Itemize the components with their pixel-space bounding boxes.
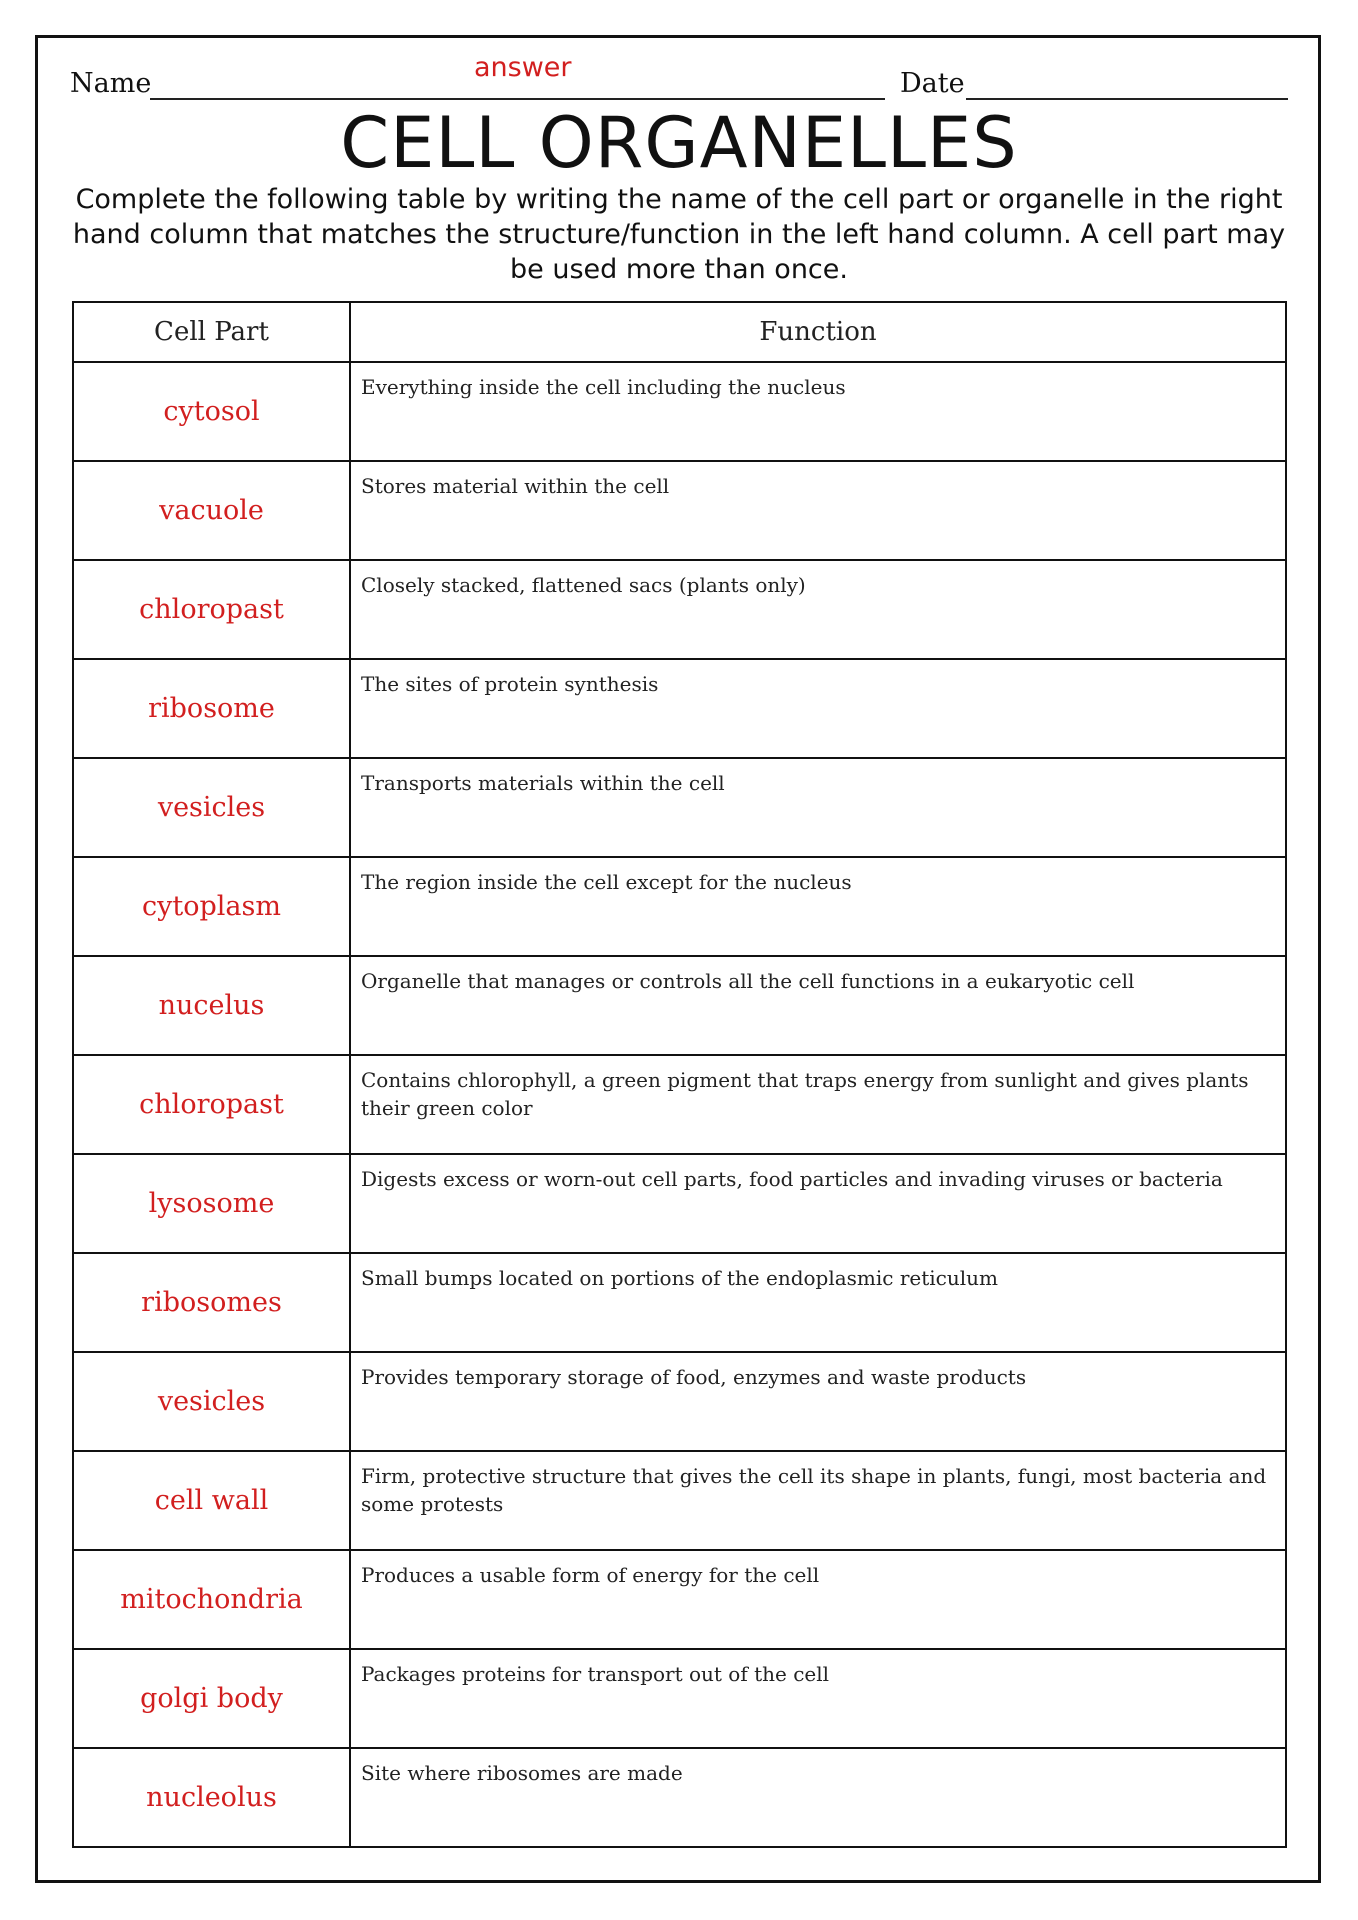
table-row [73,758,1286,857]
name-label: Name [70,68,152,99]
cell-part-answer[interactable]: nucleolus [73,1748,350,1847]
page-title: CELL ORGANELLES [340,102,1018,184]
table-row [73,1748,1286,1847]
table-row [73,1550,1286,1649]
function-text: Provides temporary storage of food, enzymes and waste products [350,1352,1286,1451]
cell-part-answer[interactable]: vesicles [73,1352,350,1451]
cell-part-answer[interactable]: lysosome [73,1154,350,1253]
name-field[interactable] [150,98,885,100]
table-row [73,1154,1286,1253]
function-text: Small bumps located on portions of the endoplasmic reticulum [350,1253,1286,1352]
name-date-row [70,52,1290,102]
table-row [73,659,1286,758]
function-text: Closely stacked, flattened sacs (plants only) [350,560,1286,659]
table-row [73,362,1286,461]
cell-part-answer[interactable]: mitochondria [73,1550,350,1649]
table-row [73,1451,1286,1550]
function-text: The sites of protein synthesis [350,659,1286,758]
table-row [73,1253,1286,1352]
function-text: Site where ribosomes are made [350,1748,1286,1847]
table-row [73,1055,1286,1154]
cell-part-answer[interactable]: chloropast [73,1055,350,1154]
date-field[interactable] [966,98,1288,100]
cell-part-answer[interactable]: ribosome [73,659,350,758]
function-text: Firm, protective structure that gives the cell its shape in plants, fungi, most bacteria and some protests [350,1451,1286,1550]
function-text: Produces a usable form of energy for the cell [350,1550,1286,1649]
function-text: The region inside the cell except for the nucleus [350,857,1286,956]
header-cell-part: Cell Part [73,302,350,362]
function-text: Stores material within the cell [350,461,1286,560]
instructions: Complete the following table by writing the name of the cell part or organelle in the right hand column that matches the structure/function in the left hand column. A cell part may be used more than once. [72,184,1286,285]
table-row [73,461,1286,560]
function-text: Organelle that manages or controls all the cell functions in a eukaryotic cell [350,956,1286,1055]
cell-part-answer[interactable]: chloropast [73,560,350,659]
cell-part-answer[interactable]: golgi body [73,1649,350,1748]
organelle-table [72,301,1287,1848]
cell-part-answer[interactable]: vesicles [73,758,350,857]
function-text: Digests excess or worn-out cell parts, food particles and invading viruses or bacteria [350,1154,1286,1253]
table-row [73,1649,1286,1748]
name-value: answer [474,52,572,83]
cell-part-answer[interactable]: cell wall [73,1451,350,1550]
table-body [73,362,1286,1847]
cell-part-answer[interactable]: vacuole [73,461,350,560]
cell-part-answer[interactable]: ribosomes [73,1253,350,1352]
table-row [73,857,1286,956]
date-label: Date [900,68,965,99]
function-text: Everything inside the cell including the nucleus [350,362,1286,461]
table-row [73,560,1286,659]
cell-part-answer[interactable]: nucelus [73,956,350,1055]
table-row [73,956,1286,1055]
cell-part-answer[interactable]: cytosol [73,362,350,461]
cell-part-answer[interactable]: cytoplasm [73,857,350,956]
table-header-row [73,302,1286,362]
table-row [73,1352,1286,1451]
function-text: Contains chlorophyll, a green pigment that traps energy from sunlight and gives plants their green color [350,1055,1286,1154]
function-text: Transports materials within the cell [350,758,1286,857]
header-function: Function [350,302,1286,362]
function-text: Packages proteins for transport out of the cell [350,1649,1286,1748]
